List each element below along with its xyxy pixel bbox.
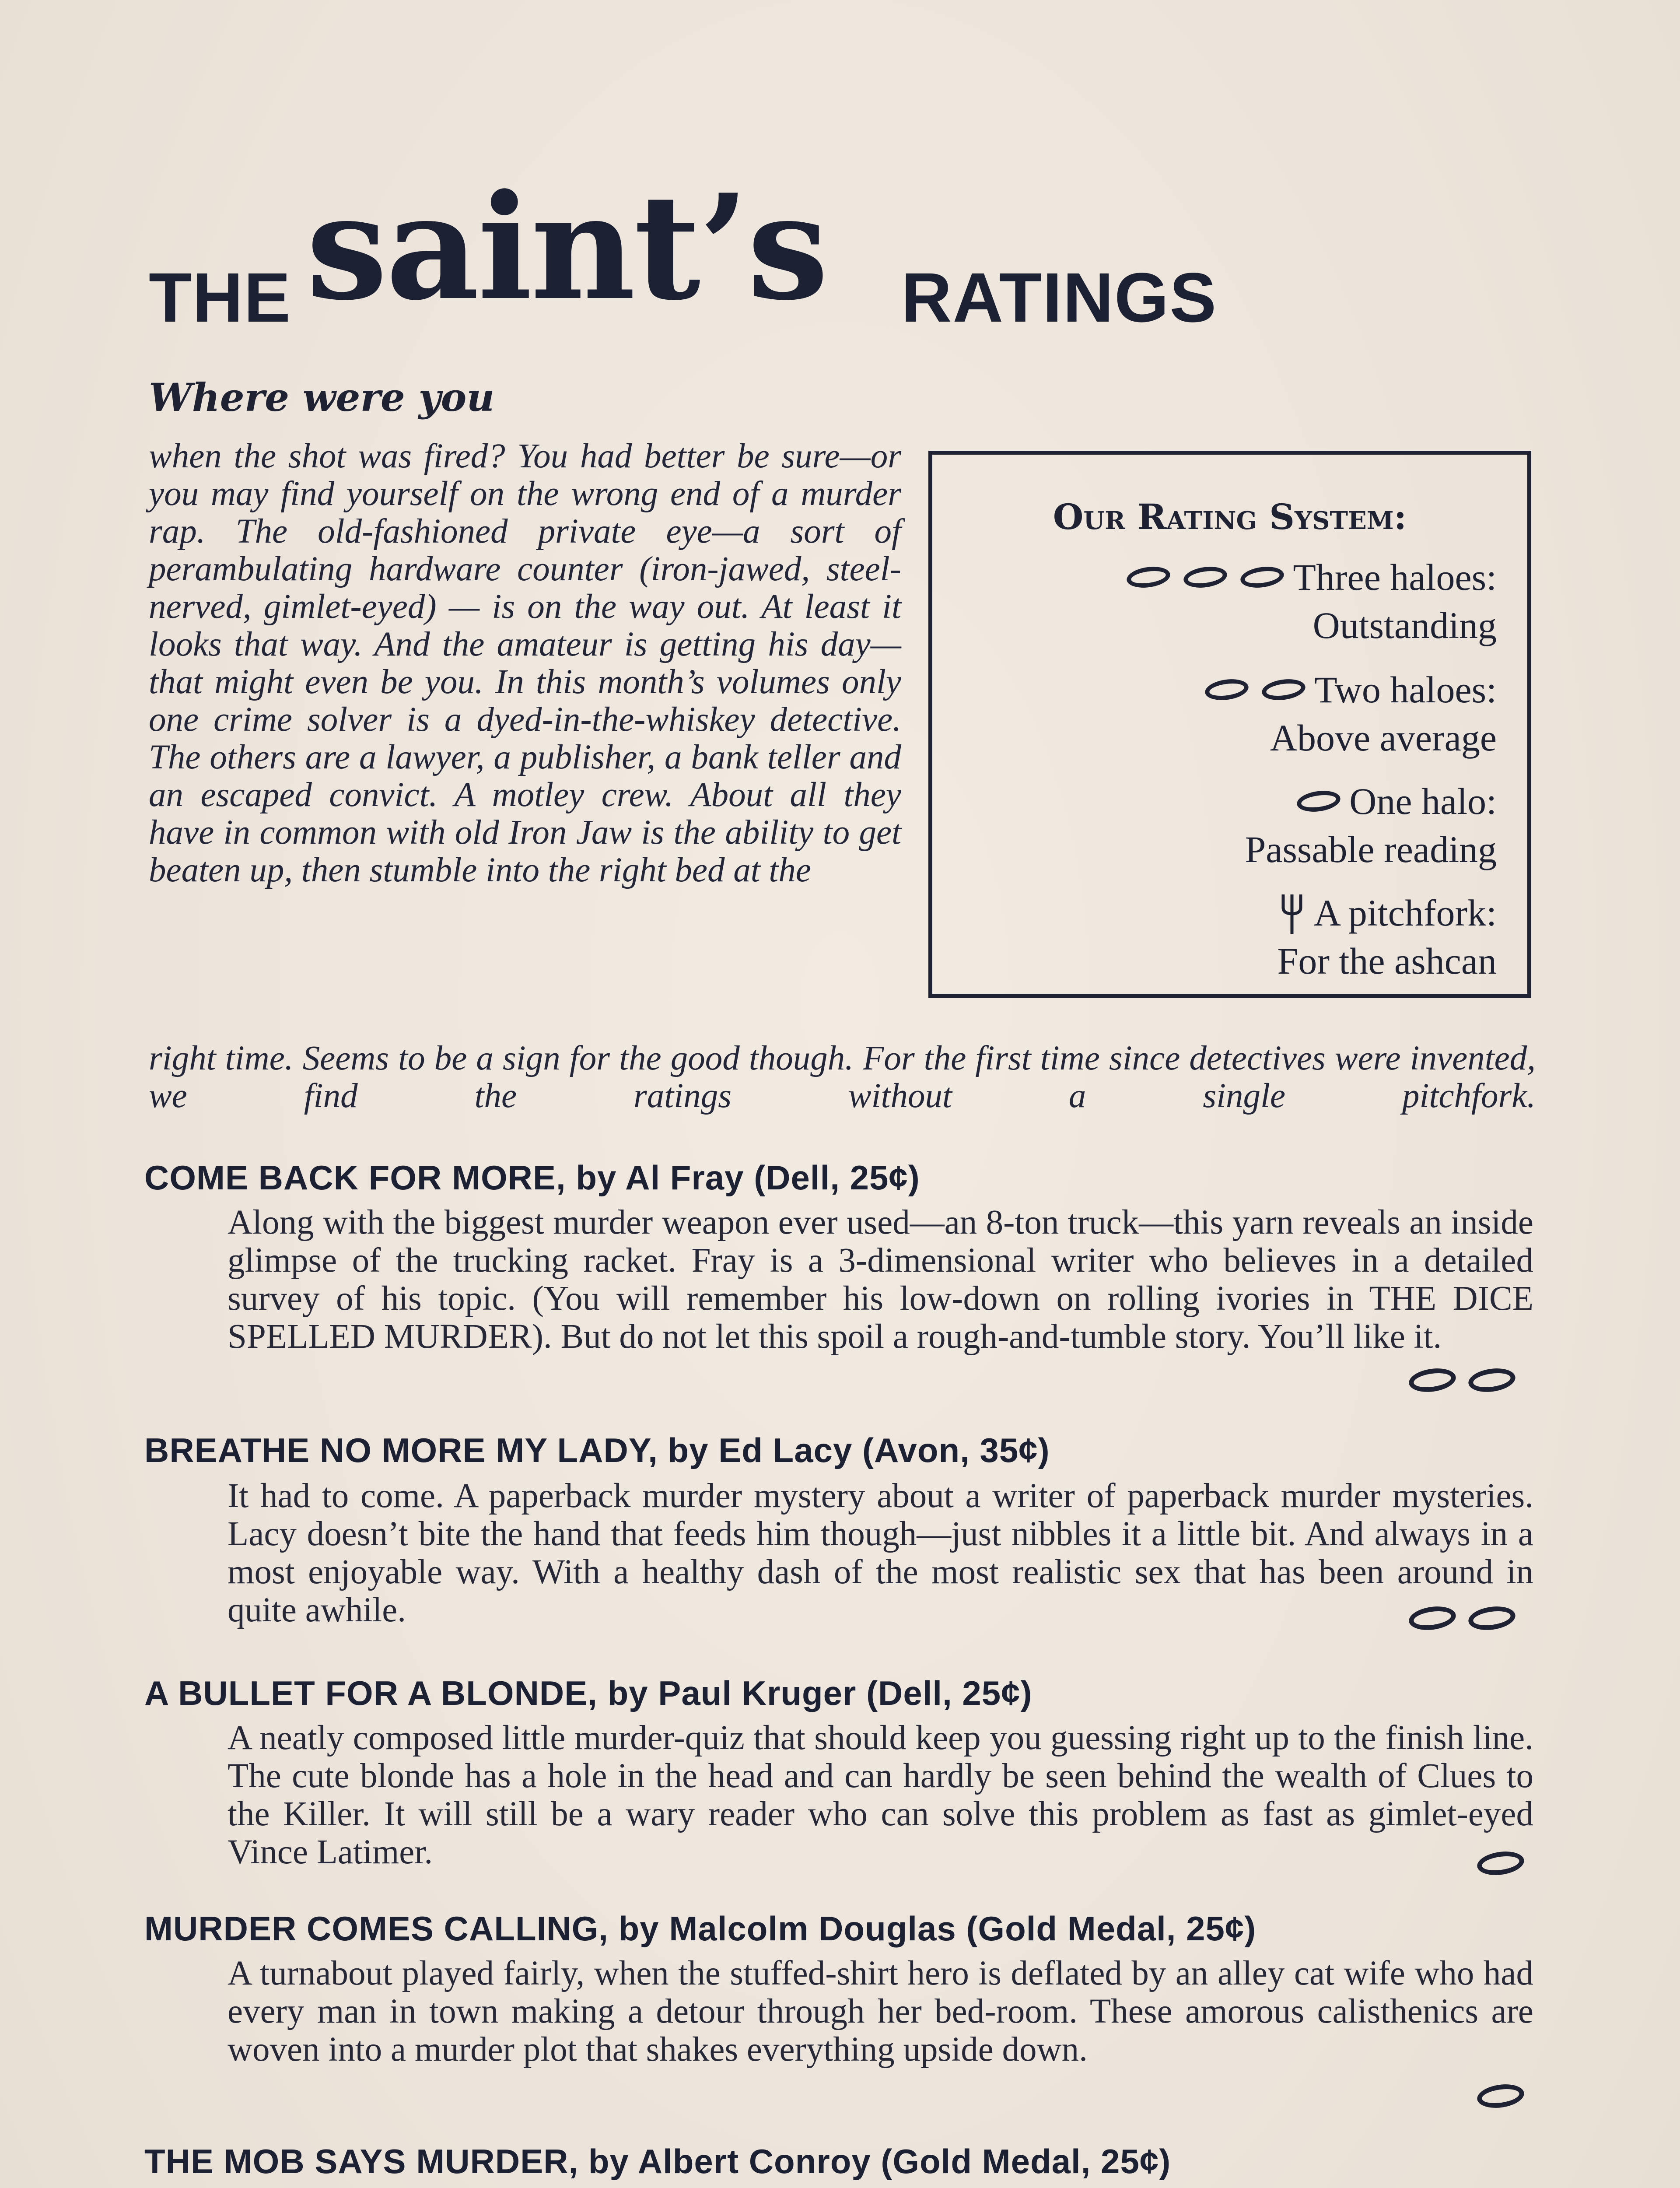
rating-label: Two haloes:	[1314, 669, 1497, 711]
rating-system-title: Our Rating System:	[1053, 496, 1407, 537]
masthead	[149, 162, 1218, 359]
halo-icon	[1476, 1849, 1526, 1878]
rating-row-one-halo	[1245, 777, 1497, 873]
intro-column-text: when the shot was fired? You had better be sure—or you may find yourself on the wrong end of a murder rap. The old-fashioned private eye—a sort of perambulating hardware counter (iron-jawed, steel-nerved, gimlet-eyed) — is on the way out. At least it looks that way. And the amateur is getting his day—that might even be you. In this month’s volumes only one crime solver is a dyed-in-the-whiskey detective. The others are a lawyer, a publisher, a bank teller and an escaped convict. A motley crew. About all they have in common with old Iron Jaw is the ability to get beaten up, then stumble into the right bed at the	[149, 437, 901, 889]
rating-desc: Outstanding	[1312, 604, 1497, 646]
rating-row-three-haloes	[1127, 553, 1497, 649]
review-heading: THE MOB SAYS MURDER, by Albert Conroy (Gold Medal, 25¢)	[144, 2142, 1171, 2181]
rating-label: Three haloes:	[1293, 556, 1497, 598]
review-rating-two-haloes	[1409, 1369, 1516, 1392]
review-heading: MURDER COMES CALLING, by Malcolm Douglas (Gold Medal, 25¢)	[144, 1909, 1256, 1948]
halo-icon	[1407, 1604, 1457, 1633]
rating-desc: Above average	[1270, 717, 1497, 759]
rating-row-pitchfork	[1277, 889, 1497, 985]
rating-row-two-haloes	[1205, 666, 1497, 762]
halo-icon	[1407, 1366, 1457, 1395]
intro-tail-text: right time. Seems to be a sign for the good though. For the first time since detectives were invented, we find the ratings without a single pitchfork.	[149, 1039, 1536, 1115]
one-halo-icon	[1297, 791, 1340, 811]
intro-heading: Where were you	[149, 375, 495, 420]
review-rating-one-halo	[1477, 1852, 1524, 1875]
review-body: Along with the biggest murder weapon ever used—an 8-ton truck—this yarn reveals an inside glimpse of the trucking racket. Fray is a 3-dimensional writer who believes in a detailed survey of his topic. (You will remember his low-down on rolling ivories in THE DICE SPELLED MURDER). But do not let this spoil a rough-and-tumble story. You’ll like it.	[228, 1203, 1533, 1356]
review-body: A turnabout played fairly, when the stuffed-shirt hero is deflated by an alley cat wife who had every man in town making a detour through her bed-room. These amorous calisthenics are woven into a murder plot that shakes everything upside down.	[228, 1954, 1533, 2069]
rating-label: A pitchfork:	[1314, 892, 1497, 934]
review-body: It had to come. A paperback murder mystery about a writer of paperback murder mysteries. Lacy doesn’t bite the hand that feeds him though—just nibbles it a little bit. And always in a most enjoyable way. With a healthy dash of the most realistic sex that has been around in quite awhile.	[228, 1477, 1533, 1629]
review-heading: COME BACK FOR MORE, by Al Fray (Dell, 25¢)	[144, 1158, 920, 1197]
masthead-the: THE	[149, 258, 291, 337]
rating-system-box	[928, 451, 1531, 998]
rating-desc: For the ashcan	[1277, 940, 1497, 982]
three-haloes-icon	[1127, 567, 1284, 587]
review-body: A neatly composed little murder-quiz that should keep you guessing right up to the finish line. The cute blonde has a hole in the head and can hardly be seen behind the wealth of Clues to the Killer. It will still be a wary reader who can solve this problem as fast as gimlet-eyed Vince Latimer.	[228, 1719, 1533, 1871]
masthead-ratings: RATINGS	[901, 258, 1218, 337]
rating-label: One halo:	[1349, 780, 1497, 822]
review-heading: BREATHE NO MORE MY LADY, by Ed Lacy (Avon, 35¢)	[144, 1431, 1050, 1469]
halo-icon	[1467, 1366, 1517, 1395]
rating-desc: Passable reading	[1245, 828, 1497, 870]
review-rating-one-halo	[1477, 2085, 1524, 2107]
masthead-saint: saint’s	[306, 162, 827, 332]
pitchfork-icon	[1279, 891, 1305, 935]
review-heading: A BULLET FOR A BLONDE, by Paul Kruger (Dell, 25¢)	[144, 1674, 1032, 1712]
review-rating-two-haloes	[1409, 1607, 1516, 1630]
halo-icon	[1476, 2082, 1526, 2111]
halo-icon	[1467, 1604, 1517, 1633]
two-haloes-icon	[1205, 680, 1306, 700]
